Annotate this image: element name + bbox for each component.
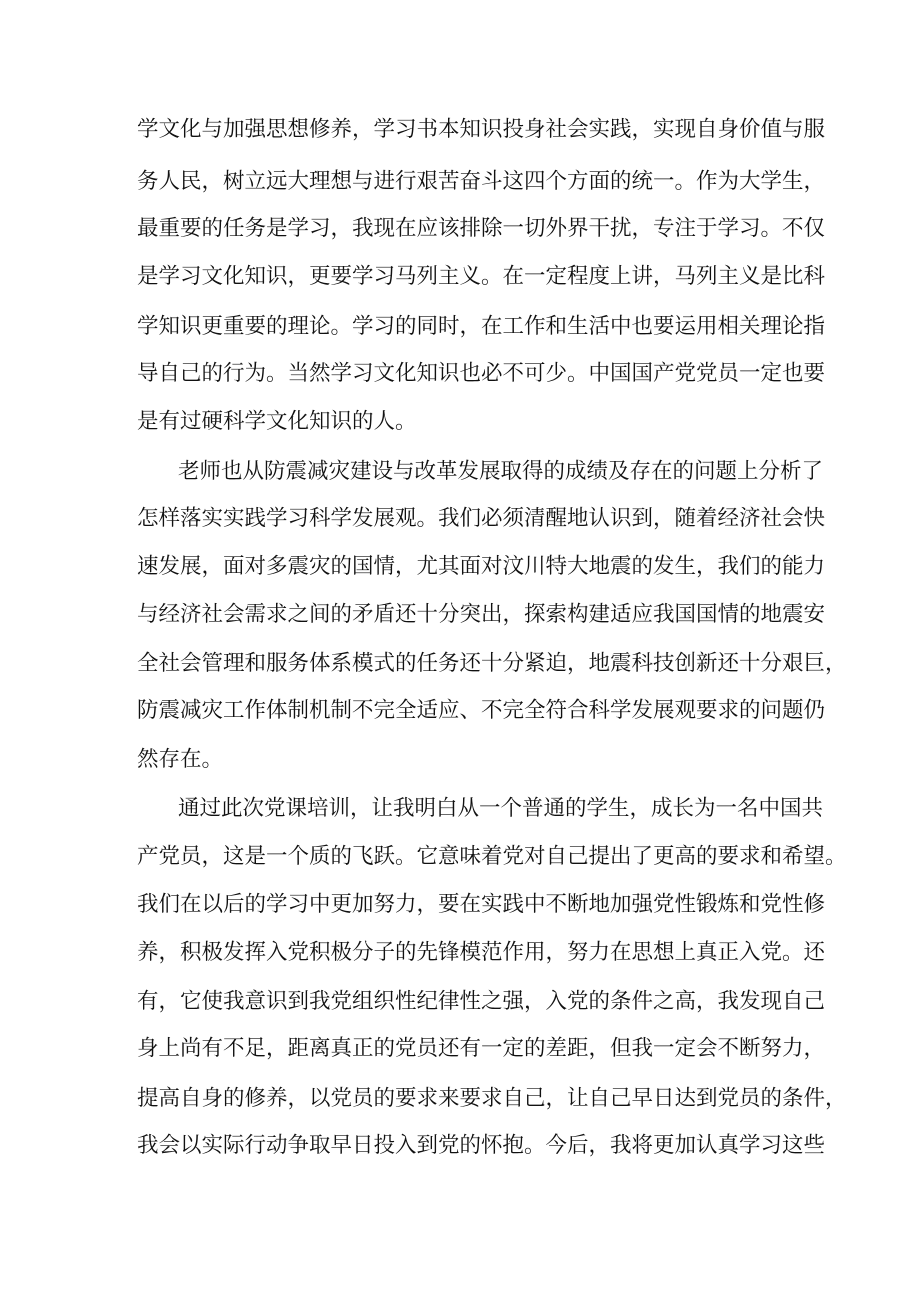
paragraph-end-line: 是有过硬科学文化知识的人。 xyxy=(137,409,417,434)
paragraph-first-line: 老师也从防震减灾建设与改革发展取得的成绩及存在的问题上分析了 xyxy=(178,459,824,484)
text-line: 务人民，树立远大理想与进行艰苦奋斗这四个方面的统一。作为大学生， xyxy=(137,169,826,194)
text-line: 提高自身的修养，以党员的要求来要求自己，让自己早日达到党员的条件， xyxy=(137,1086,847,1111)
paragraph-first-line: 通过此次党课培训，让我明白从一个普通的学生，成长为一名中国共 xyxy=(178,796,824,821)
text-line: 身上尚有不足，距离真正的党员还有一定的差距，但我一定会不断努力， xyxy=(137,1036,826,1061)
text-line: 学知识更重要的理论。学习的同时，在工作和生活中也要运用相关理论指 xyxy=(137,314,826,339)
text-line: 是学习文化知识，更要学习马列主义。在一定程度上讲，马列主义是比科 xyxy=(137,264,826,289)
text-line: 怎样落实实践学习科学发展观。我们必须清醒地认识到，随着经济社会快 xyxy=(137,506,826,531)
text-line: 全社会管理和服务体系模式的任务还十分紧迫，地震科技创新还十分艰巨， xyxy=(137,651,847,676)
text-line: 导自己的行为。当然学习文化知识也必不可少。中国国产党党员一定也要 xyxy=(137,361,826,386)
text-line: 我们在以后的学习中更加努力，要在实践中不断地加强党性锻炼和党性修 xyxy=(137,892,826,917)
text-line: 最重要的任务是学习，我现在应该排除一切外界干扰，专注于学习。不仅 xyxy=(137,216,826,241)
text-line: 学文化与加强思想修养，学习书本知识投身社会实践，实现自身价值与服 xyxy=(137,117,826,142)
text-line: 速发展，面对多震灾的国情，尤其面对汶川特大地震的发生，我们的能力 xyxy=(137,554,826,579)
text-line: 防震减灾工作体制机制不完全适应、不完全符合科学发展观要求的问题仍 xyxy=(137,698,826,723)
text-line: 与经济社会需求之间的矛盾还十分突出，探索构建适应我国国情的地震安 xyxy=(137,602,826,627)
text-line: 产党员，这是一个质的飞跃。它意味着党对自己提出了更高的要求和希望。 xyxy=(137,844,847,869)
text-line: 我会以实际行动争取早日投入到党的怀抱。今后，我将更加认真学习这些 xyxy=(137,1133,826,1158)
text-line: 有，它使我意识到我党组织性纪律性之强，入党的条件之高，我发现自己 xyxy=(137,989,826,1014)
paragraph-end-line: 然存在。 xyxy=(137,747,224,772)
text-line: 养，积极发挥入党积极分子的先锋模范作用，努力在思想上真正入党。还 xyxy=(137,940,826,965)
